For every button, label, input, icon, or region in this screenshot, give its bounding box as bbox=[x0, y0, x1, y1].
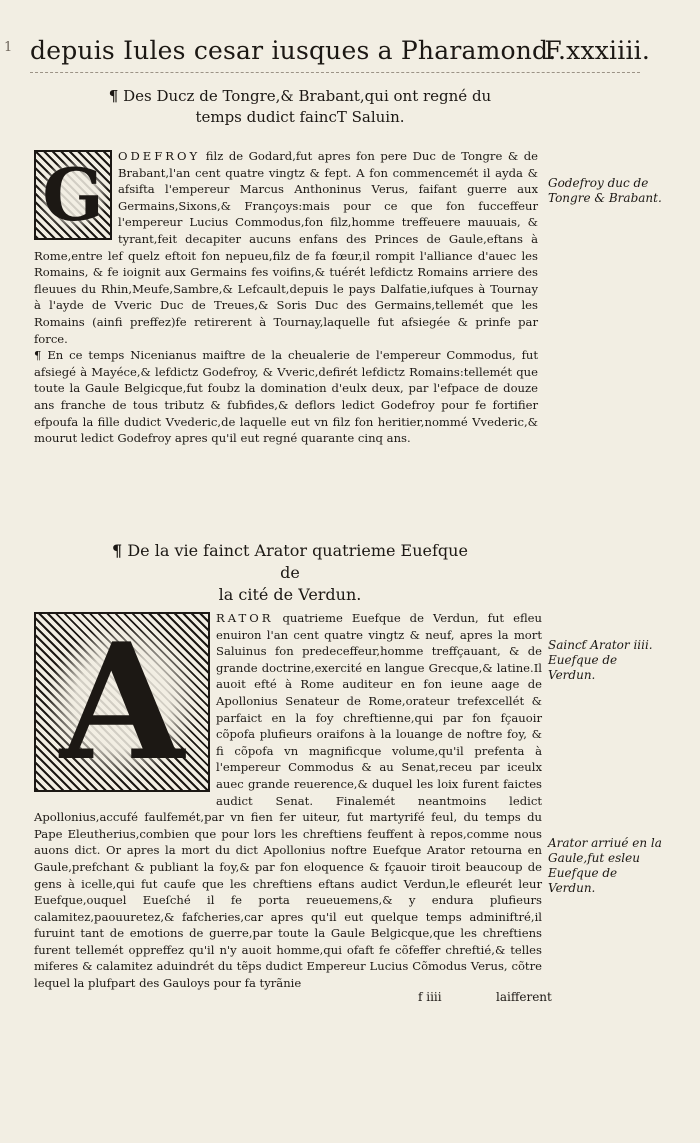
opening-word: RATOR bbox=[216, 611, 274, 625]
marginal-note-arator-elected: Arator arriué en la Gaule,fut esleu Euefque de Verdun. bbox=[548, 836, 662, 895]
marginal-note-godefroy: Godefroy duc de Tongre & Brabant. bbox=[548, 176, 662, 205]
pilcrow-icon: ¶ bbox=[112, 541, 123, 560]
running-head-title: depuis Iules cesar iusques a Pharamond. bbox=[30, 36, 557, 65]
section-title-line-1: De la vie fainct Arator quatrieme Euefque de bbox=[127, 541, 468, 582]
section-1-body bbox=[34, 148, 538, 447]
section-2-body bbox=[34, 607, 543, 992]
pilcrow-icon: ¶ bbox=[108, 87, 119, 105]
opening-word: ODEFROY bbox=[118, 149, 201, 163]
head-rule bbox=[30, 72, 640, 73]
section-title-line-2: temps dudict faincT Saluin. bbox=[195, 108, 405, 126]
paragraph-text: En ce temps Nicenianus maiftre de la cheualerie de l'empereur Commodus, fut afsiegé à Mayéce,& lefdictz Godefroy, & Vveric,defirét lefdictz Romains:tellemét que toute la Gaule Belgicque,fut foubz la domination d'eulx deux, par l'efpace de douze ans franche de tous tributz & fubfides,& deflors ledict Godefroy pour fe fortifier efpoufa la fille dudict Vvederic,de laquelle eut vn filz fon heritier,nommé Vvederic,& mourut ledict Godefroy apres qu'il eut regné quarante cinq ans. bbox=[34, 348, 538, 446]
section-title-ducs-tongre bbox=[100, 86, 500, 128]
paragraph-text: filz de Godard,fut apres fon pere Duc de Tongre & de Brabant,l'an cent quatre vingtz & fept. A fon commencemét il ayda & afsifta l'empereur Marcus Anthoninus Verus, faifant guerre aux Germains,Sixons,& Françoys:mais pour ce que fon fucceffeur l'empereur Lucius Commodus,fon filz,homme treffeuere mauuais, & tyrant,feit decapiter aucuns enfans des Princes de Gaule,eftans à Rome,entre lef quelz eftoit fon nepueu,filz de fa fœur,il rompit l'alliance d'auec les Romains, & fe ioignit aux Germains fes voifins,& tuérét lefdictz Romains arriere des fleuues du Rhin,Meufe,Sambre,& Lefcault,depuis le pays Dalfatie,iufques à Tournay à l'ayde de Vveric Duc de Treues,& Soris Duc des Germains,tellemét que les Romains (ainfi preffez)fe retirerent à Tournay,laquelle fut afsiegée & prinfe par force. bbox=[34, 149, 538, 346]
drop-cap-g bbox=[34, 150, 112, 240]
section-title-line-2: la cité de Verdun. bbox=[218, 585, 362, 604]
drop-cap-letter: A bbox=[36, 614, 208, 790]
catchword: laifferent bbox=[496, 990, 552, 1004]
running-head bbox=[30, 36, 650, 65]
section-1-paragraph-2 bbox=[34, 347, 538, 447]
section-title-arator bbox=[110, 540, 470, 606]
drop-cap-a bbox=[34, 607, 210, 796]
drop-cap-letter: G bbox=[36, 152, 110, 238]
marginal-note-arator: Saincƭ Arator iiii. Euefque de Verdun. bbox=[548, 638, 653, 682]
signature-mark: f iiii bbox=[418, 990, 442, 1004]
folio-number: F.xxxiiii. bbox=[544, 36, 650, 65]
pilcrow-icon: ¶ bbox=[34, 348, 42, 363]
paragraph-text: quatrieme Euefque de Verdun, fut efleu enuiron l'an cent quatre vingtz & neuf, apres la mort Saluinus fon predeceffeur,homme treffçauant, & de grande doctrine,exercité en langue Grecque,& latine.Il auoit efté à Rome auditeur en fon ieune aage de Apollonius Senateur de Rome,orateur trefexcellét & parfaict en la foy chreftienne,qui par fon fçauoir cõpofa plufieurs oraifons à la louange de noftre foy, & fi cõpofa vn magnificque volume,qu'il prefenta à l'empereur Commodus & au Senat,receu par iceulx auec grande reuerence,& duquel les loix furent faictes audict Senat. Finalemét neantmoins ledict Apollonius,accufé faulfemét,par vn fien fer uiteur, fut martyrifé feul, du temps du Pape Eleutherius,combien que pour lors les chreftiens feuffent à repos,comme nous auons dict. Or apres la mort du dict Apollonius noftre Euefque Arator retourna en Gaule,prefchant & publiant la foy,& par fon eloquence & fçauoir tiroit beaucoup de gens à icelle,qui fut caufe que les chreftiens eftans audict Verdun,le efleurét leur Euefque,ouquel Eueſché il fe porta reueuemens,& y endura plufieurs calamitez,paouuretez,& fafcheries,car apres qu'il eut quelque temps adminiftré,il furuint tant de emotions de guerre,par toute la Gaule Belgicque,que les chreftiens furent tellemét oppreffez qu'il n'y auoit homme,qui ofaft fe cõfeffer chreftié,& telles miferes & calamitez aduindrét du tẽps dudict Empereur Lucius Cõmodus Verus, cõtre lequel la plufpart des Gauloys pour fa tyrãnie bbox=[34, 611, 543, 991]
gutter-mark: 1 bbox=[4, 40, 13, 55]
section-title-line-1: Des Ducz de Tongre,& Brabant,qui ont regné du bbox=[123, 87, 492, 105]
